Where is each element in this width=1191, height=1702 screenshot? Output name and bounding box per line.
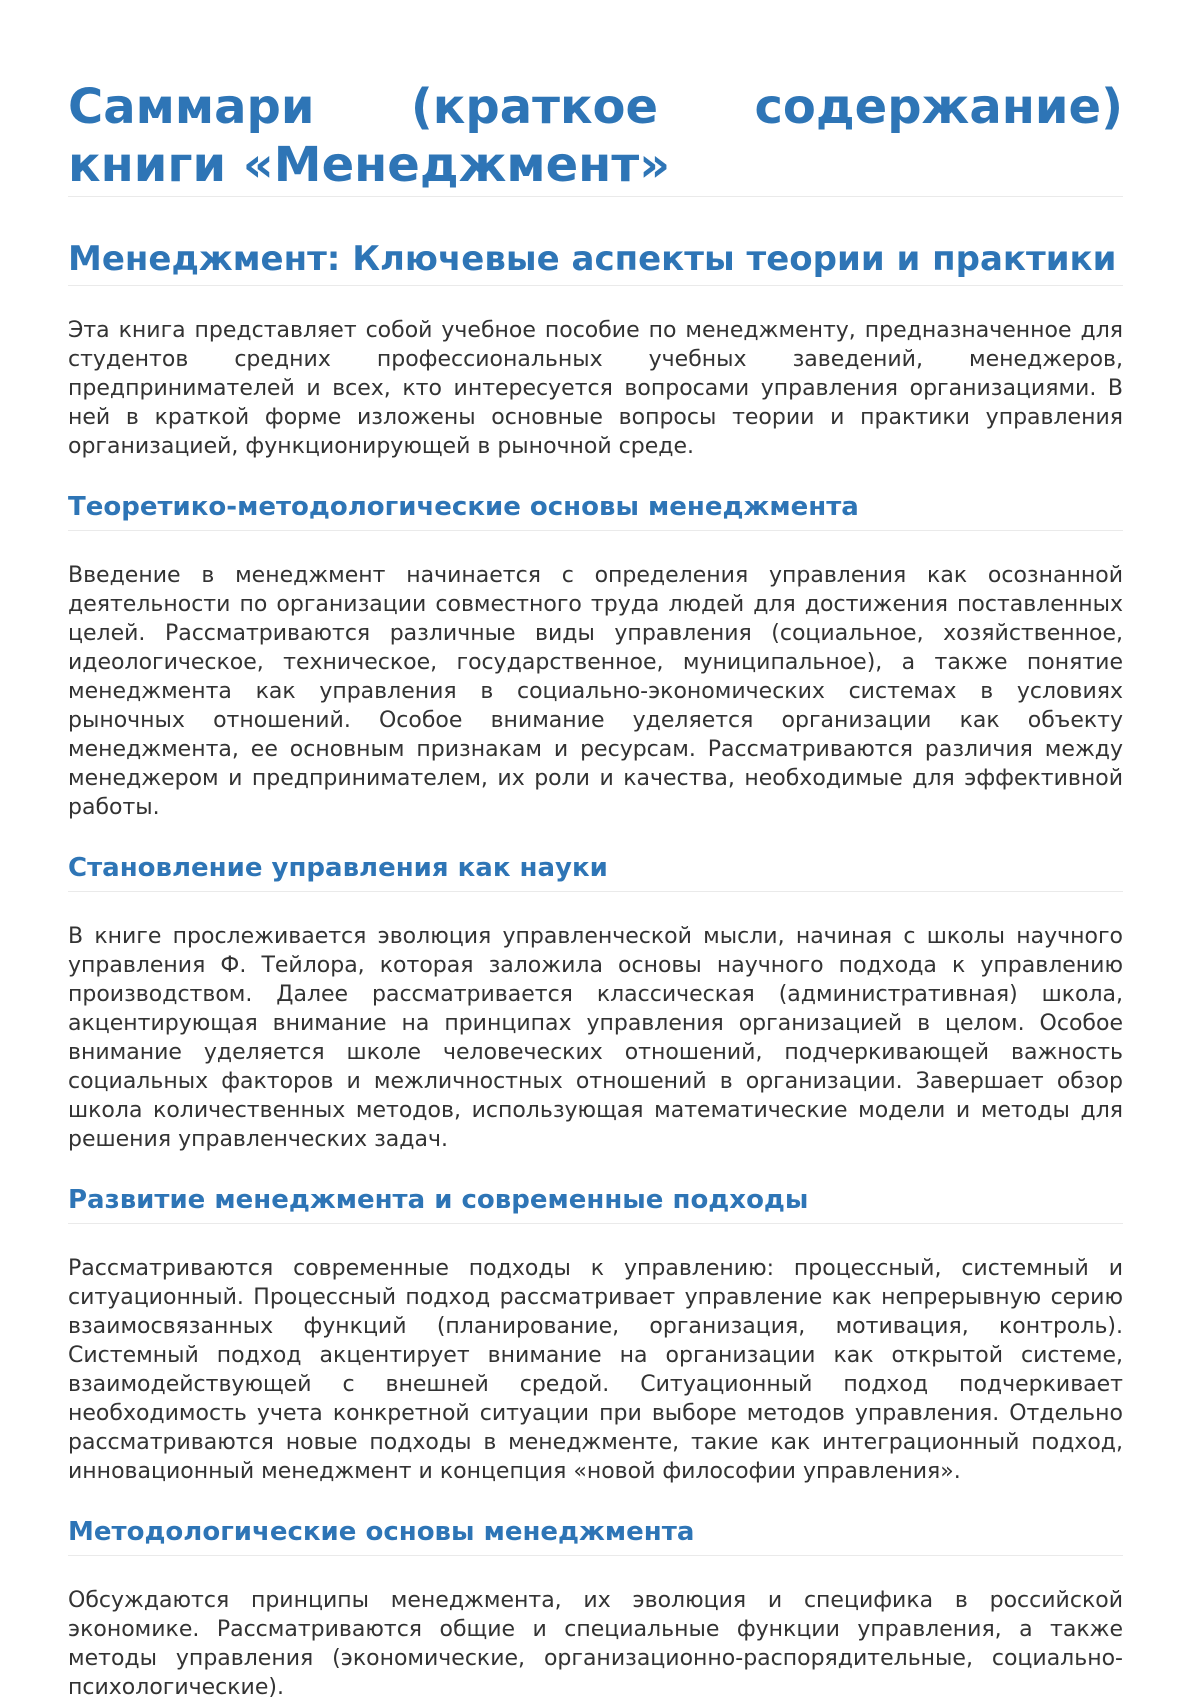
section-heading: Теоретико-методологические основы менеджмента [68,489,1123,531]
section-heading: Развитие менеджмента и современные подходы [68,1182,1123,1224]
section-paragraph: Обсуждаются принципы менеджмента, их эволюция и специфика в российской экономике. Рассматриваются общие и специальные функции управления, а также методы управления (экономические, организационно-распорядительные, социально-психологические). [68,1588,1123,1700]
document-title: Саммари (краткое содержание) книги «Менеджмент» [68,78,1123,197]
section-heading: Методологические основы менеджмента [68,1514,1123,1556]
section-methodological-foundations [68,1514,1123,1702]
section-paragraph: Рассматриваются современные подходы к управлению: процессный, системный и ситуационный. Процессный подход рассматривает управление как непрерывную серию взаимосвязанных функций (планирование, организация, мотивация, контроль). Системный подход акцентирует внимание на организации как открытой системе, взаимодействующей с внешней средой. Ситуационный подход подчеркивает необходимость учета конкретной ситуации при выборе методов управления. Отдельно рассматриваются новые подходы в менеджменте, такие как интеграционный подход, инновационный менеджмент и концепция «новой философии управления». [68,1256,1123,1484]
section-paragraph: В книге прослеживается эволюция управленческой мысли, начиная с школы научного управления Ф. Тейлора, которая заложила основы научного подхода к управлению производством. Далее рассматривается классическая (административная) школа, акцентирующая внимание на принципах управления организацией в целом. Особое внимание уделяется школе человеческих отношений, подчеркивающей важность социальных факторов и межличностных отношений в организации. Завершает обзор школа количественных методов, использующая математические модели и методы для решения управленческих задач. [68,924,1123,1152]
section-management-as-science [68,850,1123,1154]
section-paragraph: Введение в менеджмент начинается с определения управления как осознанной деятельности по организации совместного труда людей для достижения поставленных целей. Рассматриваются различные виды управления (социальное, хозяйственное, идеологическое, техническое, государственное, муниципальное), а также понятие менеджмента как управления в социально-экономических системах в условиях рыночных отношений. Особое внимание уделяется организации как объекту менеджмента, ее основным признакам и ресурсам. Рассматриваются различия между менеджером и предпринимателем, их роли и качества, необходимые для эффективной работы. [68,563,1123,820]
section-theoretical-foundations [68,489,1123,822]
document-subtitle: Менеджмент: Ключевые аспекты теории и практики [68,237,1123,286]
intro-paragraph: Эта книга представляет собой учебное пособие по менеджменту, предназначенное для студентов средних профессиональных учебных заведений, менеджеров, предпринимателей и всех, кто интересуется вопросами управления организациями. В ней в краткой форме изложены основные вопросы теории и практики управления организацией, функционирующей в рыночной среде. [68,318,1123,459]
section-modern-approaches [68,1182,1123,1486]
section-heading: Становление управления как науки [68,850,1123,892]
